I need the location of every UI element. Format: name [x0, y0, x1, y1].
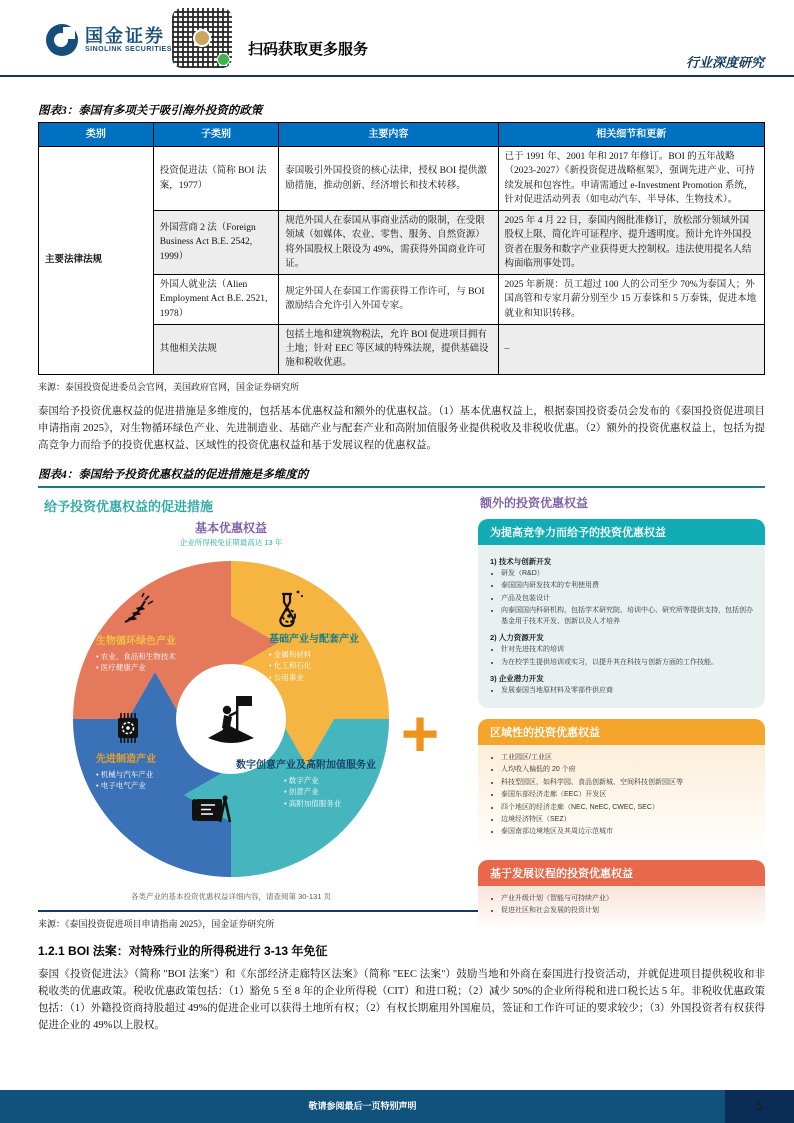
subcategory-cell: 投资促进法（简称 BOI 法案，1977） — [153, 147, 279, 211]
industry-pinwheel-chart — [66, 554, 396, 884]
quadrant-item: • 公用事业 — [269, 672, 361, 683]
body-paragraph-1: 泰国给予投资优惠权益的促进措施是多维度的，包括基本优惠权益和额外的优惠权益。（1）基本优惠权益上，根据泰国投资委员会发布的《泰国投资促进项目申请指南 2025》，对生物循环绿色产业、先进制造业、基础产业与配套产业和高附加值服务业提供税收及非税收优惠。（2）额外的投资优惠权益上，包括为提高竞争力而给予的投资优惠权益、区域性的投资优惠权益和基于发展议程的优惠权益。 — [38, 405, 765, 451]
incentive-item: • 促进社区和社会发展的投资计划 — [501, 906, 753, 917]
page-number: 5 — [725, 1090, 794, 1123]
figure3-title: 图表3：泰国有多项关于吸引海外投资的政策 — [38, 105, 263, 117]
content-cell: 规范外国人在泰国从事商业活动的限制，在受限领域（如媒体、农业、零售、服务、自然资源）将外国股权上限设为 49%，需获得外国商业许可证。 — [279, 211, 498, 275]
page-header — [0, 0, 794, 75]
incentive-item: • 研发（R&D） — [501, 569, 753, 580]
competitiveness-box — [478, 519, 765, 708]
quadrant-item: • 机械与汽车产业 — [96, 769, 221, 780]
chip-icon — [110, 710, 146, 746]
table-row — [39, 147, 765, 211]
incentive-item: • 向泰国国内科研机构，包括学术研究院、培训中心、研究所等提供支持，包括创办基金用于技术开发、创新以及人才培养 — [501, 606, 753, 628]
header-divider — [0, 75, 794, 77]
content-cell: 泰国吸引外国投资的核心法律，授权 BOI 提供激励措施，推动创新、经济增长和技术转移。 — [279, 147, 498, 211]
figure4-source: 来源：《泰国投资促进项目申请指南 2025》，国金证券研究所 — [38, 918, 275, 929]
figure4-title: 图表4：泰国给予投资优惠权益的促进措施是多维度的 — [38, 468, 309, 481]
qr-code — [172, 8, 232, 68]
footer-disclaimer: 敬请参阅最后一页特别声明 — [308, 1101, 417, 1111]
quadrant-label-advanced: 先进制造产业 • 机械与汽车产业 • 电子电气产业 — [96, 754, 221, 792]
content-cell: 包括土地和建筑物税法，允许 BOI 促进项目拥有土地；针对 EEC 等区域的特殊法规，提供基础设施和税收优惠。 — [279, 324, 498, 374]
quadrant-item: • 化工和石化 — [269, 660, 361, 671]
incentive-item: • 泰国国内研发技术的专利使用费 — [501, 581, 753, 592]
qr-caption: 扫码获取更多服务 — [248, 41, 369, 58]
plus-sign: + — [400, 695, 440, 770]
sinolink-logo — [46, 24, 172, 56]
sinolink-logo-icon — [46, 24, 78, 56]
pinwheel-caption: 各类产业的基本投资优惠权益详细内容，请查阅第 30-131 页 — [130, 891, 332, 901]
subcategory-cell: 外国营商 2 法（Foreign Business Act B.E. 2542, 1999） — [153, 211, 279, 275]
basic-incentives-title: 基本优惠权益 — [194, 520, 267, 535]
col-header-content: 主要内容 — [279, 123, 498, 147]
table-header-row — [39, 123, 765, 147]
incentive-item: • 产品及包装设计 — [501, 594, 753, 605]
incentive-item: • 四个地区的经济走廊（NEC, NeEC, CWEC, SEC） — [501, 803, 753, 814]
incentive-item: • 泰国南部边境地区及其周边示范城市 — [501, 827, 753, 838]
detail-cell: 2025 年 4 月 22 日，泰国内阁批准修订，放松部分领域外国股权上限、简化许可证程序、提升透明度。预计允许外国投资者在服务和数字产业获得更大控制权。违法使用提名人结构面临刑事处罚。 — [498, 211, 764, 275]
quadrant-item: • 高附加值服务业 — [284, 798, 376, 809]
quadrant-item: • 农业、食品和生物技术 — [96, 651, 228, 662]
figure3-source: 来源：泰国投资促进委员会官网，美国政府官网，国金证券研究所 — [38, 381, 300, 392]
brand-name-cn: 国金证券 — [85, 25, 165, 46]
col-header-category: 类别 — [39, 123, 154, 147]
group-heading: 1) 技术与创新开发 — [490, 556, 552, 566]
agenda-box-title: 基于发展议程的投资优惠权益 — [478, 860, 765, 886]
col-header-subcategory: 子类别 — [153, 123, 279, 147]
wechat-icon — [217, 53, 230, 66]
detail-cell: 2025 年新规：员工超过 100 人的公司至少 70%为泰国人；外国高管和专家月薪分别至少 15 万泰铢和 5 万泰铢，促进本地就业和知识转移。 — [498, 275, 764, 325]
incentives-figure — [38, 486, 765, 915]
blueprint-icon — [190, 792, 234, 826]
quadrant-item: • 电子电气产业 — [96, 780, 221, 791]
regional-box — [478, 719, 765, 849]
content-cell: 规定外国人在泰国工作需获得工作许可，与 BOI 激励结合允许引入外国专家。 — [279, 275, 498, 325]
col-header-details: 相关细节和更新 — [498, 123, 764, 147]
group-heading: 3) 企业潜力开发 — [490, 673, 544, 683]
competitiveness-box-title: 为提高竞争力而给予的投资优惠权益 — [478, 519, 765, 545]
wheat-icon — [118, 592, 154, 628]
incentive-item: • 泰国东部经济走廊（EEC）开发区 — [501, 790, 753, 801]
main-content — [38, 100, 765, 1046]
section-heading: 1.2.1 BOI 法案：对特殊行业的所得税进行 3-13 年免征 — [38, 943, 328, 958]
group-heading: 2) 人力资源开发 — [490, 632, 544, 642]
incentive-item: • 为在校学生提供培训或实习，以提升其在科技与创新方面的工作技能。 — [501, 658, 753, 669]
quadrant-label-digital: 数字创意产业及高附加值服务业 • 数字产业 • 创意产业 • 高附加值服务业 — [236, 760, 376, 809]
quadrant-label-basic: 基础产业与配套产业 • 金属和材料 • 化工和石化 • 公用事业 — [269, 634, 361, 683]
agenda-box — [478, 860, 765, 928]
incentive-item: • 工业园区/工业区 — [501, 753, 753, 764]
incentive-item: • 针对先进技术的培训 — [501, 645, 753, 656]
incentive-item: • 发展泰国当地原材料及零部件供应商 — [501, 686, 753, 697]
report-type-label: 行业深度研究 — [685, 55, 764, 70]
flask-icon — [272, 588, 310, 628]
page-footer — [0, 1090, 794, 1123]
detail-cell: – — [498, 324, 764, 374]
policy-table — [38, 122, 765, 375]
quadrant-item: • 数字产业 — [284, 775, 376, 786]
quadrant-item: • 医疗健康产业 — [96, 662, 228, 673]
regional-box-title: 区域性的投资优惠权益 — [478, 719, 765, 745]
incentive-item: • 边境经济特区（SEZ） — [501, 815, 753, 826]
figure-left-title: 给予投资优惠权益的促进措施 — [44, 498, 214, 514]
quadrant-item: • 创意产业 — [284, 786, 376, 797]
body-paragraph-2: 泰国《投资促进法》（简称 "BOI 法案"）和《东部经济走廊特区法案》（简称 "EEC 法案"）鼓励当地和外商在泰国进行投资活动，并就促进项目提供税收和非税收类的优惠政策。税收优惠政策包括：（1）豁免 5 至 8 年的企业所得税（CIT）和进口税；（2）减少 50%的企业所得税和进口税长达 5 年。非税收优惠政策包括：（1）外籍投资商持股超过 49%的促进企业可以获得土地所有权；（2）有权长期雇用外国雇员，签证和工作许可证的要求较少；（3）外国投资者有权获得促进企业的 49%以上股权。 — [38, 968, 765, 1031]
quadrant-label-bio: 生物循环绿色产业 • 农业、食品和生物技术 • 医疗健康产业 — [96, 636, 228, 674]
subcategory-cell: 外国人就业法（Alien Employment Act B.E. 2521, 1978） — [153, 275, 279, 325]
quadrant-item: • 金属和材料 — [269, 649, 361, 660]
incentive-item: • 科技型园区，如科学园、食品创新城、空间科技创新园区等 — [501, 778, 753, 789]
subcategory-cell: 其他相关法规 — [153, 324, 279, 374]
additional-incentives-panel — [478, 492, 765, 939]
basic-incentives-subtitle: 企业所得税免征期最高达 13 年 — [179, 537, 283, 547]
incentive-item: • 产业升级计划（智能与可持续产业） — [501, 894, 753, 905]
brand-name-en: SINOLINK SECURITIES — [85, 46, 172, 54]
detail-cell: 已于 1991 年、2001 年和 2017 年修订。BOI 的五年战略（2023-2027）《新投资促进战略框架》，强调先进产业、可持续发展和包容性。申请需通过 e-Investment Promotion 系统，针对促进活动列表（如电动汽车、半导体、生物技术）。 — [498, 147, 764, 211]
additional-incentives-title: 额外的投资优惠权益 — [480, 495, 589, 510]
category-cell: 主要法律法规 — [39, 147, 154, 375]
qr-center-logo-icon — [193, 29, 211, 47]
incentive-item: • 人均收入偏低的 20 个府 — [501, 765, 753, 776]
